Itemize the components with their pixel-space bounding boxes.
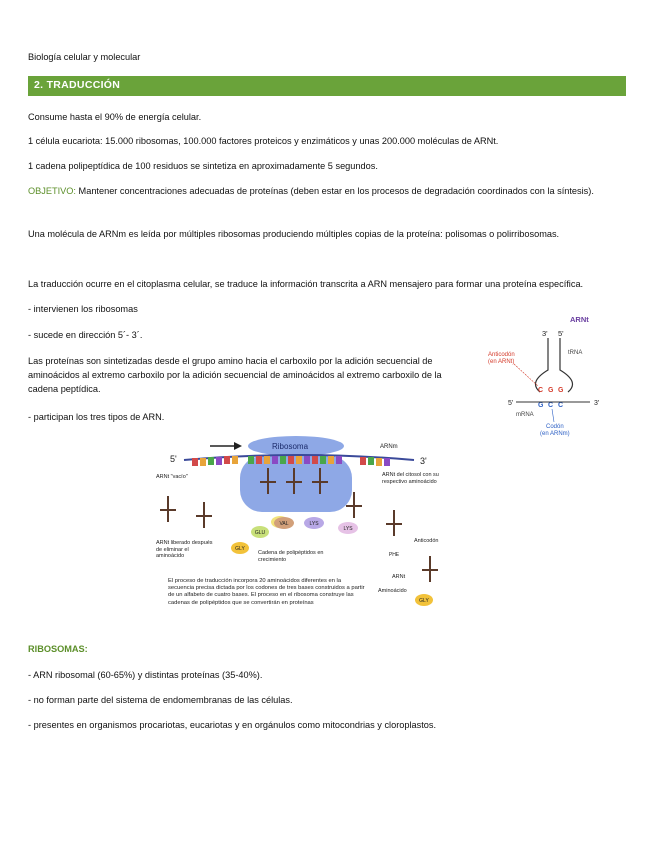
- trna-label: tRNA: [568, 350, 583, 356]
- aa-gly: GLY: [235, 546, 245, 552]
- codon-label: Codón: [546, 424, 564, 430]
- trna-3prime: 3': [542, 329, 548, 338]
- objective-label: OBJETIVO:: [28, 186, 76, 196]
- ribosomes-item-2: - no forman parte del sistema de endomembranas de las células.: [28, 695, 293, 705]
- ribosome-label: Ribosoma: [272, 442, 309, 451]
- paragraph-synthesis-time: 1 cadena polipeptídica de 100 residuos se sintetiza en aproximadamente 5 segundos.: [28, 161, 378, 171]
- codon-sub: (en ARNm): [540, 431, 570, 437]
- mrna-3prime: 3': [594, 400, 600, 407]
- anticodon-fig-label: Anticodón: [414, 538, 439, 544]
- document-header: Biología celular y molecular: [28, 52, 141, 62]
- chain-label: Cadena de polipéptidos en crecimiento: [258, 550, 324, 563]
- section-title: 2. TRADUCCIÓN: [34, 79, 121, 91]
- paragraph-amino-carboxyl: Las proteínas son sintetizadas desde el grupo amino hacia el carboxilo por la adición secuencial de aminoácidos al extremo carboxilo por la adición secuencial de aminoácidos al extremo carboxilo de la cadena peptídica.: [28, 356, 442, 394]
- ribosome-large-subunit: [240, 456, 352, 512]
- released-trna-label: ARNt liberado después de eliminar el aminoácido: [156, 540, 213, 559]
- anticodon-letter-3: G: [558, 387, 564, 394]
- mrna-5prime: 5': [508, 400, 514, 407]
- bullet-three-rna: - participan los tres tipos de ARN.: [28, 412, 165, 422]
- bullet-direction: - sucede en dirección 5´- 3´.: [28, 330, 143, 340]
- aa-lys-1: LYS: [309, 521, 319, 527]
- aa-glu: GLU: [254, 530, 266, 536]
- objective-text: Mantener concentraciones adecuadas de proteínas (deben estar en los procesos de degradación coordinados con la síntesis).: [76, 186, 594, 196]
- paragraph-objective: [28, 184, 608, 198]
- trna-figure-title: ARNt: [570, 315, 589, 324]
- bullet-ribosomes: - intervienen los ribosomas: [28, 304, 138, 314]
- ribo-3prime: 3': [420, 456, 427, 466]
- paragraph-cell-counts: 1 célula eucariota: 15.000 ribosomas, 100.000 factores proteicos y enzimáticos y unas 200.000 moléculas de ARNt.: [28, 136, 499, 146]
- paragraph-polysomes: Una molécula de ARNm es leída por múltiples ribosomas produciendo múltiples copias de la proteína: polisomas o polirribosomas.: [28, 229, 560, 239]
- ribo-mrna-label: ARNm: [380, 444, 398, 450]
- aa-lys-2: LYS: [343, 526, 353, 532]
- section-title-bar: [28, 76, 626, 96]
- aminoacid-fig-label: Aminoácido: [378, 588, 407, 594]
- ribo-5prime: 5': [170, 454, 177, 464]
- paragraph-energy: Consume hasta el 90% de energía celular.: [28, 112, 202, 122]
- anticodon-label: Anticodón: [488, 352, 515, 358]
- charged-trna-label: ARNt del citosol con su respectivo aminoácido: [382, 472, 439, 485]
- anticodon-sub: (en ARNt): [488, 359, 515, 365]
- codon-letter-3: C: [558, 402, 564, 409]
- mrna-label: mRNA: [516, 412, 534, 418]
- ribosomes-item-3: - presentes en organismos procariotas, eucariotas y en orgánulos como mitocondrias y cloroplastos.: [28, 720, 437, 730]
- trna-figure: [478, 312, 618, 440]
- ribosome-figure: [148, 432, 448, 632]
- arnt-fig-label: ARNt: [392, 574, 406, 580]
- ribosomes-item-1: - ARN ribosomal (60-65%) y distintas proteínas (35-40%).: [28, 670, 263, 680]
- aa-gly-2: GLY: [419, 598, 429, 604]
- ribosomes-title: RIBOSOMAS:: [28, 644, 88, 654]
- anticodon-letter-1: C: [538, 387, 544, 394]
- trna-5prime: 5': [558, 329, 564, 338]
- aa-phe: PHE: [388, 552, 400, 558]
- empty-trna-label: ARNt "vacío": [156, 474, 188, 480]
- paragraph-translation-location: La traducción ocurre en el citoplasma celular, se traduce la información transcrita a ARN mensajero para formar una proteína específica.: [28, 279, 584, 289]
- codon-letter-2: C: [548, 402, 554, 409]
- anticodon-letter-2: G: [548, 387, 554, 394]
- aa-val: VAL: [279, 521, 289, 527]
- figure-caption: El proceso de traducción incorpora 20 aminoácidos diferentes en la secuencia precisa dictada por los codones de tres bases construidos a partir de un alfabeto de cuatro bases. El proceso en el ribosoma construye las cadenas de polipéptidos que se convertirán en proteínas: [168, 578, 365, 606]
- codon-letter-1: G: [538, 402, 544, 409]
